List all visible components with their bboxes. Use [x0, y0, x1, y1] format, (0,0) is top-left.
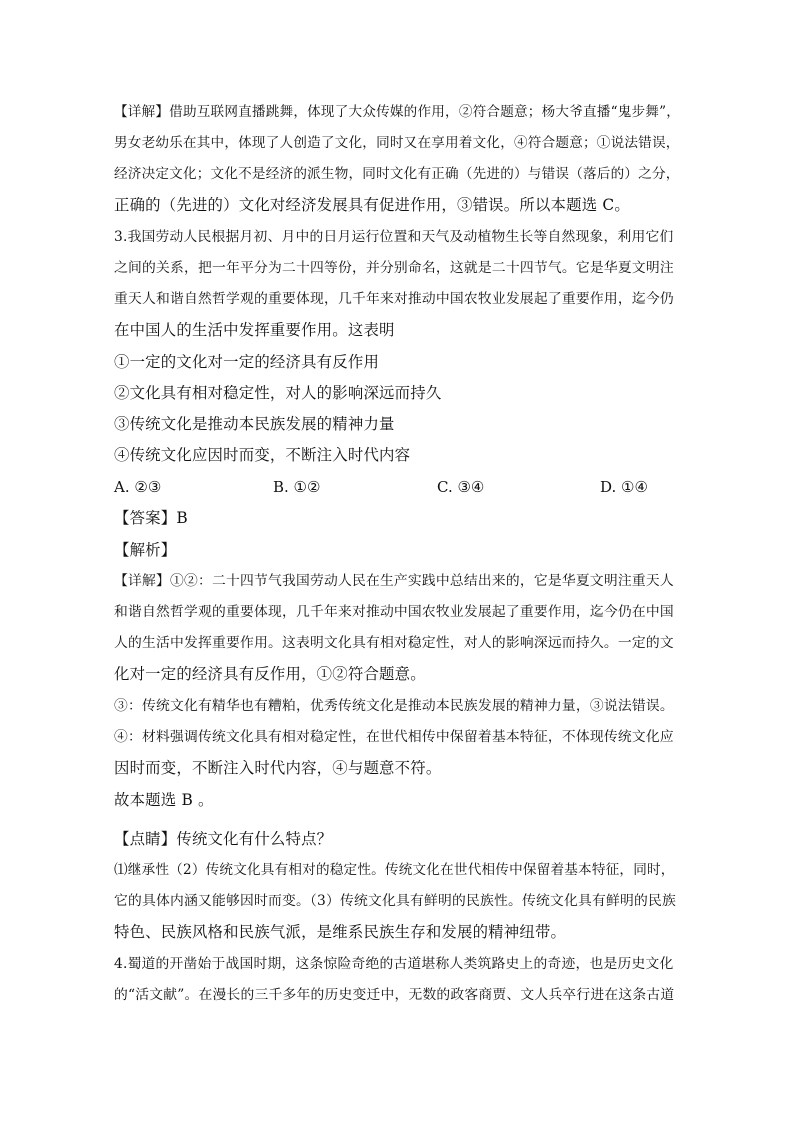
detail-line: 【详解】借助互联网直播跳舞，体现了大众传媒的作用，②符合题意；杨大爷直播“鬼步舞”，: [114, 104, 681, 120]
question-stem-line: 3.我国劳动人民根据月初、月中的日月运行位置和天气及动植物生长等自然现象，利用它们: [114, 229, 674, 245]
detail-line: 经济决定文化；文化不是经济的派生物，同时文化有正确（先进的）与错误（落后的）之分，: [114, 166, 680, 182]
conclusion-line: 故本题选 B 。: [114, 791, 214, 809]
tip-line: ⑴继承性（2）传统文化具有相对的稳定性。传统文化在世代相传中保留着基本特征，同时，: [114, 862, 675, 878]
question-stem-line: 在中国人的生活中发挥重要作用。这表明: [114, 321, 395, 339]
analysis-heading: 【解析】: [114, 541, 177, 559]
question-stem-line: 4.蜀道的开凿始于战国时期，这条惊险奇绝的古道堪称人类筑路史上的奇迹，也是历史文化: [114, 956, 674, 972]
detail-line: 男女老幼乐在其中，体现了人创造了文化，同时又在享用着文化，④符合题意；①说法错误，: [114, 135, 680, 151]
analysis-point-4: ④：材料强调传统文化具有相对稳定性，在世代相传中保留着基本特征，不体现传统文化应: [114, 729, 674, 745]
option-c: C. ③④: [437, 478, 485, 496]
statement-4: ④传统文化应因时而变，不断注入时代内容: [114, 446, 411, 464]
tip-heading: 【点睛】传统文化有什么特点？: [114, 830, 333, 848]
detail-line: 正确的（先进的）文化对经济发展具有促进作用，③错误。所以本题选 C。: [114, 196, 630, 214]
analysis-point-4-cont: 因时而变，不断注入时代内容，④与题意不符。: [114, 759, 442, 777]
analysis-line: 和谐自然哲学观的重要体现，几千年来对推动中国农牧业发展起了重要作用，迄今仍在中国: [114, 604, 674, 620]
option-d: D. ①④: [600, 478, 648, 496]
question-stem-line: 的“活文献”。在漫长的三千多年的历史变迁中，无数的政客商贾、文人兵卒行进在这条古道: [114, 987, 675, 1003]
analysis-point-3: ③：传统文化有精华也有糟粕，优秀传统文化是推动本民族发展的精神力量，③说法错误。: [114, 698, 674, 714]
tip-line: 特色、民族风格和民族气派，是维系民族生存和发展的精神纽带。: [114, 923, 567, 941]
option-a: A. ②③: [114, 478, 162, 496]
analysis-line: 化对一定的经济具有反作用，①②符合题意。: [114, 665, 426, 683]
answer-line: 【答案】B: [114, 509, 188, 527]
analysis-line: 人的生活中发挥重要作用。这表明文化具有相对稳定性，对人的影响深远而持久。一定的文: [114, 635, 674, 651]
tip-line: 它的具体内涵又能够因时而变。（3）传统文化具有鲜明的民族性。传统文化具有鲜明的民族: [114, 893, 676, 909]
question-stem-line: 之间的关系，把一年平分为二十四等份，并分别命名，这就是二十四节气。它是华夏文明注: [114, 260, 674, 276]
question-stem-line: 重天人和谐自然哲学观的重要体现，几千年来对推动中国农牧业发展起了重要作用，迄今仍: [114, 291, 674, 307]
option-b: B. ①②: [273, 478, 321, 496]
statement-3: ③传统文化是推动本民族发展的精神力量: [114, 415, 395, 433]
statement-2: ②文化具有相对稳定性，对人的影响深远而持久: [114, 384, 442, 402]
analysis-line: 【详解】①②：二十四节气我国劳动人民在生产实践中总结出来的，它是华夏文明注重天人: [114, 573, 674, 589]
statement-1: ①一定的文化对一定的经济具有反作用: [114, 353, 380, 371]
